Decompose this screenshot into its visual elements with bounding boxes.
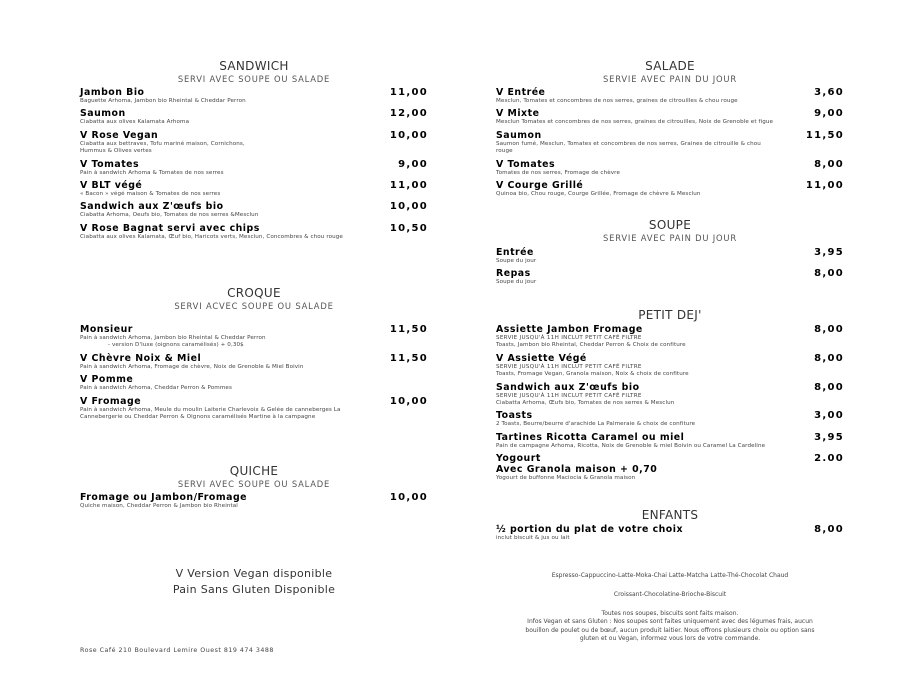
menu-item — [496, 159, 844, 177]
item-desc: Toasts, Jambon bio Rheintal, Cheddar Perron & Choix de confiture — [496, 342, 686, 349]
menu-item — [496, 247, 844, 265]
item-name: V Chèvre Noix & Miel — [80, 352, 202, 364]
item-price: 3,60 — [814, 87, 844, 98]
menu-item — [496, 382, 844, 408]
item-name: V Pomme — [80, 374, 134, 386]
section-title: SANDWICH — [219, 59, 289, 73]
item-price: 11,50 — [805, 129, 844, 141]
item-name: V Fromage — [80, 395, 142, 407]
item-name: V Rose Bagnat servi avec chips — [80, 222, 260, 234]
item-desc: Hummus & Olives vertes — [80, 148, 152, 155]
menu-item — [496, 353, 844, 379]
item-desc: Tomates de nos serres, Fromage de chèvre — [496, 169, 620, 176]
item-desc: Quinoa bio, Chou rouge, Courge Grillée, Fromage de chèvre & Mesclun — [496, 191, 701, 198]
item-price: 10,00 — [389, 201, 428, 213]
croque-section — [80, 286, 428, 421]
item-name: Monsieur — [80, 324, 133, 335]
pastries-list: Croissant-Chocolatine-Brioche-Biscuit — [613, 591, 727, 598]
item-price: 3,95 — [814, 431, 844, 443]
item-desc: Ciabatta aux olives Kalamata, Œuf bio, Haricots verts, Mesclun, Concombres & chou rouge — [80, 233, 343, 240]
item-desc: Cannebergerie ou Cheddar Perron & Oignons caramélisés Martine à la campagne — [80, 414, 316, 421]
menu-item — [80, 396, 428, 422]
sandwich-section — [80, 59, 428, 241]
item-desc: Toasts, Fromage Vegan, Granola maison, Noix & choix de confiture — [496, 371, 689, 378]
section-subtitle: SERVIE AVEC PAIN DU JOUR — [603, 233, 737, 243]
menu-item — [496, 130, 844, 156]
item-name: V Courge Grillé — [496, 180, 584, 192]
item-price: 10,00 — [389, 395, 428, 407]
footer-address: Rose Café 210 Boulevard Lemire Ouest 819 474 3488 — [80, 647, 274, 654]
section-title: CROQUE — [227, 286, 281, 300]
menu-item — [80, 374, 428, 392]
menu-item — [80, 324, 428, 350]
item-name: Tartines Ricotta Caramel ou miel — [496, 431, 685, 443]
item-price: 8,00 — [814, 381, 844, 393]
item-name: Sandwich aux Z'œufs bio — [80, 201, 224, 213]
soupe-section — [496, 218, 844, 287]
quiche-section — [80, 464, 428, 510]
item-price: 2.00 — [814, 453, 844, 465]
info-line: gluten et ou Vegan, informez vous lors de votre commande. — [579, 635, 761, 643]
item-name: Sandwich aux Z'œufs bio — [496, 381, 640, 393]
item-note: SERVIE JUSQU'À 11H INCLUT PETIT CAFÉ FILTRE — [496, 335, 642, 341]
menu-item — [496, 432, 844, 450]
item-note: SERVIE JUSQU'À 11H INCLUT PETIT CAFÉ FILTRE — [496, 363, 642, 370]
item-price: 10,00 — [389, 492, 428, 503]
item-name: Toasts — [496, 410, 533, 422]
item-name: Entrée — [496, 247, 534, 258]
item-price: 3,00 — [814, 410, 844, 422]
item-desc: Soupe du jour — [496, 258, 537, 264]
section-title: ENFANTS — [641, 508, 699, 522]
item-name: V Assiette Végé — [496, 352, 587, 364]
menu-item — [496, 324, 844, 350]
menu-item — [496, 108, 844, 126]
item-desc: 2 Toasts, Beurre/beurre d'arachide La Palmeraie & choix de confiture — [496, 421, 696, 428]
item-name: ½ portion du plat de votre choix — [496, 524, 684, 535]
item-desc: Baguette Arhoma, Jambon bio Rheintal & Cheddar Perron — [80, 98, 246, 104]
legend-line: Pain Sans Gluten Disponible — [172, 583, 336, 596]
item-name: Saumon — [80, 108, 126, 120]
info-note — [490, 610, 850, 644]
item-name: Fromage ou Jambon/Fromage — [80, 492, 248, 503]
item-name: V Entrée — [496, 87, 546, 98]
item-name: V BLT végé — [80, 180, 143, 192]
section-title: PETIT DEJ' — [638, 308, 702, 322]
item-desc: Quiche maison, Cheddar Perron & Jambon bio Rheintal — [80, 503, 238, 509]
item-desc: inclut biscuit & jus ou lait — [496, 535, 570, 541]
vegan-legend — [80, 566, 428, 598]
menu-item — [80, 492, 428, 510]
item-desc: Pain de campagne Arhoma, Ricotta, Noix de Grenoble & miel Boivin ou Caramel La Cardeline — [496, 442, 766, 449]
menu-item — [80, 87, 428, 105]
item-price: 11,50 — [389, 352, 428, 364]
item-price: 8,00 — [814, 352, 844, 364]
section-title: QUICHE — [229, 464, 279, 478]
item-desc: Mesclun Tomates et concombres de nos serres, graines de citrouilles, Noix de Grenoble et figue — [496, 119, 774, 126]
item-name: Repas — [496, 268, 531, 280]
item-desc: Pain à sandwich Arhoma, Meule du moulin Laiterie Charlevoix & Gelée de canneberges La — [80, 406, 341, 413]
item-desc: Ciabatta Arhoma, Oeufs bio, Tomates de nos serres &Mesclun — [80, 212, 259, 219]
drinks-list: Espresso-Cappuccino-Latte-Moka-Chai Latte-Matcha Latte-Thé-Chocolat Chaud — [551, 572, 789, 579]
item-price: 8,00 — [814, 158, 844, 170]
menu-item — [80, 223, 428, 241]
item-note: SERVIE JUSQU'À 11H INCLUT PETIT CAFÉ FILTRE — [496, 392, 642, 399]
item-desc: Ciabatta aux olives Kalamata Arhoma — [80, 119, 190, 126]
item-name: V Mixte — [496, 108, 540, 120]
menu-item — [80, 130, 428, 156]
item-desc: Soupe du jour — [496, 279, 537, 286]
item-name: Yogourt — [496, 453, 541, 465]
item-desc: Pain à sandwich Arhoma & Tomates de nos serres — [80, 169, 224, 176]
menu-item — [80, 201, 428, 219]
item-name-extra: Avec Granola maison + 0,70 — [496, 464, 658, 476]
salade-section — [496, 59, 844, 198]
item-desc: Mesclun, Tomates et concombres de nos serres, graines de citrouilles & chou rouge — [496, 98, 738, 104]
item-name: V Tomates — [80, 158, 140, 170]
menu-item — [80, 180, 428, 198]
menu-item — [80, 353, 428, 371]
item-price: 11,50 — [389, 324, 428, 335]
item-desc: Ciabatta aux bettraves, Tofu mariné maison, Cornichons, — [80, 140, 245, 147]
item-name: V Tomates — [496, 158, 556, 170]
legend-line: V Version Vegan disponible — [175, 567, 333, 580]
section-subtitle: SERVIE AVEC PAIN DU JOUR — [603, 74, 737, 84]
item-price: 9,00 — [398, 158, 428, 170]
item-desc: rouge — [496, 148, 513, 155]
item-name: V Rose Vegan — [80, 129, 159, 141]
item-name: Saumon — [496, 129, 542, 141]
item-price: 8,00 — [814, 268, 844, 280]
menu-item — [80, 159, 428, 177]
section-subtitle: SERVI ACVEC SOUPE OU SALADE — [174, 301, 334, 311]
item-desc: « Bacon » végé maison & Tomates de nos serres — [80, 191, 221, 198]
item-price: 8,00 — [814, 324, 844, 335]
menu-item — [496, 410, 844, 428]
item-price: 8,00 — [814, 524, 844, 535]
item-desc: Pain à sandwich Arhoma, Jambon bio Rheintal & Cheddar Perron — [80, 335, 266, 341]
enfants-section — [496, 508, 844, 542]
item-price: 12,00 — [389, 108, 428, 120]
item-desc: Pain à sandwich Arhoma, Cheddar Perron & Pommes — [80, 385, 232, 392]
item-desc: Ciabatta Arhoma, Œufs bio, Tomates de nos serres & Mesclun — [496, 400, 675, 407]
menu-item — [496, 524, 844, 542]
item-desc: Yogourt de buffonne Maciocia & Granola maison — [496, 475, 636, 482]
item-price: 11,00 — [389, 87, 428, 98]
item-price: 3,95 — [814, 247, 844, 258]
menu-item — [496, 453, 844, 482]
item-price: 11,00 — [389, 180, 428, 192]
menu-item — [80, 108, 428, 126]
info-line: Infos Vegan et sans Gluten : Nos soupes sont faites uniquement avec des légumes frais, aucun — [527, 618, 813, 626]
menu-item — [496, 268, 844, 286]
item-price: 10,50 — [389, 222, 428, 234]
item-desc: Pain à sandwich Arhoma, Fromage de chèvre, Noix de Grenoble & Miel Boivin — [80, 363, 304, 370]
item-price: 10,00 — [389, 129, 428, 141]
section-subtitle: SERVI AVEC SOUPE OU SALADE — [177, 479, 331, 489]
info-line: Toutes nos soupes, biscuits sont faits maison. — [601, 610, 739, 617]
section-title: SOUPE — [648, 218, 692, 232]
item-name: Jambon Bio — [80, 87, 145, 98]
item-name: Assiette Jambon Fromage — [496, 324, 643, 335]
info-line: bouillon de poulet ou de bœuf, aucun produit laitier. Nous offrons plusieurs choix ou option sans — [525, 626, 815, 634]
item-note: - version D'luxe (oignons caramélisés) + 0,30$ — [108, 342, 244, 349]
item-price: 11,00 — [805, 180, 844, 192]
section-title: SALADE — [645, 59, 695, 73]
menu-item — [496, 180, 844, 198]
menu-item — [496, 87, 844, 105]
item-desc: Saumon fumé, Mesclun, Tomates et concombres de nos serres, Graines de citrouille & chou — [496, 140, 761, 147]
petit-dej-section — [496, 308, 844, 483]
section-subtitle: SERVI AVEC SOUPE OU SALADE — [177, 74, 331, 84]
item-price: 9,00 — [814, 108, 844, 120]
